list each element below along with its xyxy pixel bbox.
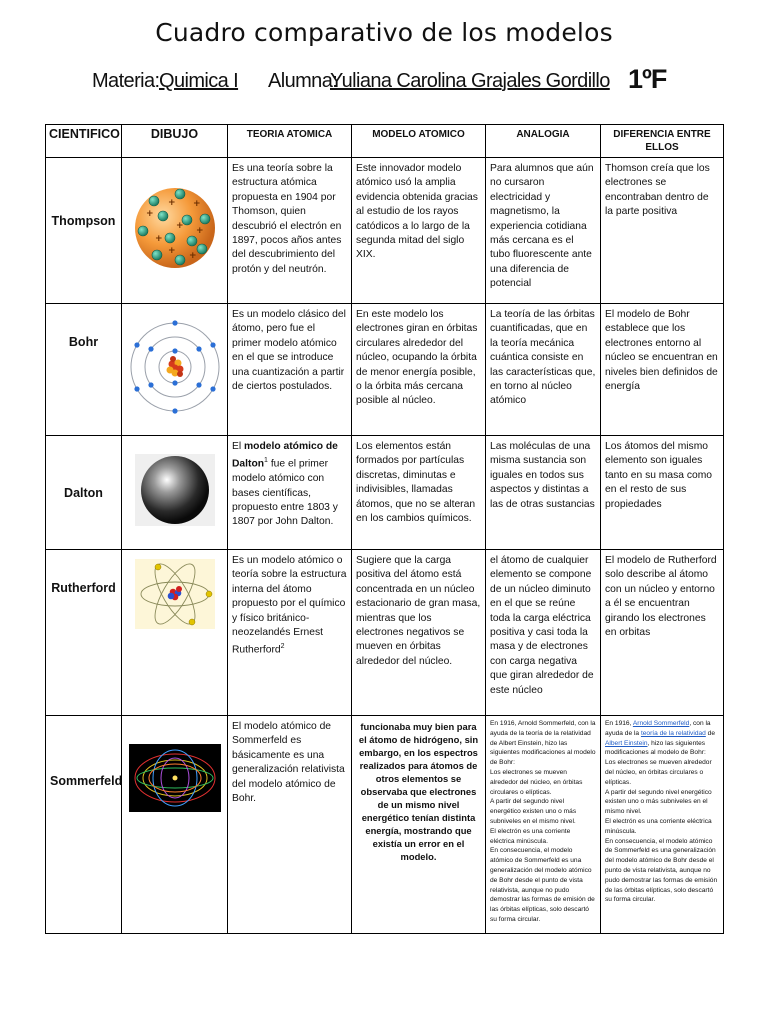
svg-text:+: + [145, 209, 154, 219]
teoria-cell: El modelo atómico de Sommerfeld es básicamente es una generalización relativista del modelo atómico de Bohr. [228, 716, 352, 934]
header-dibujo: DIBUJO [122, 125, 228, 158]
teoria-rest: fue el primer modelo atómico con bases científicas, propuesto entre 1803 y 1807 por John Dalton. [232, 458, 338, 528]
drawing-cell [122, 716, 228, 934]
footnote-ref: 2 [280, 643, 285, 651]
teoria-bold: modelo atómico de Dalton [232, 441, 338, 470]
table-row [46, 304, 724, 436]
page-title: Cuadro comparativo de los modelos [155, 18, 613, 47]
modelo-cell: Este innovador modelo atómico usó la amplia evidencia obtenida gracias al estudio de los rayos catódicos a lo largo de la segunda mitad del siglo XIX. [352, 158, 486, 304]
comparison-table [45, 124, 724, 934]
link-albert-einstein[interactable]: Albert Einstein [605, 739, 648, 747]
link-teoria-relatividad[interactable]: teoría de la relatividad [640, 729, 706, 737]
diferencia-cell [601, 716, 724, 934]
materia-label: Materia: [92, 70, 160, 92]
svg-text:+: + [192, 199, 201, 209]
table-row [46, 158, 724, 304]
modelo-cell: funcionaba muy bien para el átomo de hidrógeno, sin embargo, en los espectros realizados para átomos de otros elementos se observaba que electrones de un mismo nivel energético tenían distinta energía, mostrando que existía un error en el modelo. [352, 716, 486, 934]
header-cientifico: CIENTIFICO [46, 125, 122, 158]
scientist-name: Bohr [68, 334, 99, 349]
alumna-label: Alumna: [268, 70, 338, 92]
analogia-cell: La teoría de las órbitas cuantificadas, que en la teoría mecánica cuántica consiste en las características que, en torno al núcleo atómico [486, 304, 601, 436]
teoria-prefix: El [232, 441, 245, 452]
dif-text-2: , con la ayuda de la [605, 720, 711, 737]
svg-text:+: + [188, 251, 197, 261]
diferencia-cell: El modelo de Bohr establece que los electrones entorno al núcleo se encuentran en niveles bien definidos de energía [601, 304, 724, 436]
table-row [46, 716, 724, 934]
teoria-cell: Es un modelo clásico del átomo, pero fue el primer modelo atómico en el que se introduce una cuantización a partir de ciertos postulados. [228, 304, 352, 436]
header-diferencia: DIFERENCIA ENTRE ELLOS [601, 125, 724, 158]
bohr-atom-icon [127, 319, 223, 415]
svg-text:+: + [154, 234, 163, 244]
header-analogia: ANALOGIA [486, 125, 601, 158]
drawing-cell [122, 158, 228, 304]
scientist-cell [46, 716, 122, 934]
scientist-name: Rutherford [51, 580, 116, 595]
header-teoria: TEORIA ATOMICA [228, 125, 352, 158]
drawing-cell [122, 550, 228, 716]
scientist-name: Thompson [51, 213, 116, 228]
teoria-cell: Es una teoría sobre la estructura atómica propuesta en 1904 por Thomson, quien descubrió el electrón en 1897, pocos años antes del descubrimiento del protón y del neutrón. [228, 158, 352, 304]
svg-text:+: + [167, 198, 176, 208]
modelo-cell: Los elementos están formados por partículas discretas, diminutas e indivisibles, llamadas átomos, que no se alteran en los cambios químicos. [352, 436, 486, 550]
scientist-cell [46, 304, 122, 436]
rutherford-atom-icon [135, 559, 215, 629]
scientist-cell [46, 158, 122, 304]
diferencia-cell: Thomson creía que los electrones se encontraban dentro de la parte positiva [601, 158, 724, 304]
footnote-ref: 1 [264, 457, 268, 465]
alumna-value: Yuliana Carolina Grajales Gordillo [330, 70, 610, 92]
materia-value: Quimica I [159, 70, 239, 92]
sommerfeld-elliptic-orbits-icon [129, 744, 221, 812]
analogia-cell: el átomo de cualquier elemento se compone de un núcleo diminuto en el que se reúne toda la carga eléctrica positiva y casi toda la masa y de electrones con carga negativa que giran alrededor de este núcleo [486, 550, 601, 716]
table-row [46, 550, 724, 716]
table-row [46, 436, 724, 550]
grade: 1ºF [628, 64, 667, 94]
teoria-cell [228, 550, 352, 716]
diferencia-cell: Los átomos del mismo elemento son iguales tanto en su masa como en el resto de sus propiedades [601, 436, 724, 550]
analogia-cell: Las moléculas de una misma sustancia son iguales en todos sus aspectos y distintas a las de otras sustancias [486, 436, 601, 550]
scientist-cell [46, 436, 122, 550]
table-header-row [46, 125, 724, 158]
modelo-cell: En este modelo los electrones giran en órbitas circulares alrededor del núcleo, ocupando la órbita de menor energía posible, o la órbita más cercana posible al núcleo. [352, 304, 486, 436]
dif-text-4: , hizo las siguientes modificaciones al modelo de Bohr: Los electrones se mueven alrededor del núcleo, en órbitas circulares o elípticas. A partir del segundo nivel energético existen uno o más subniveles en el mismo nivel. El electrón es una corriente eléctrica minúscula. En consecuencia, el modelo atómico de Sommerfeld es una generalización del modelo atómico de Bohr desde el punto de vista relativista, aunque no pudo demostrar las formas de emisión de las órbitas elípticas, solo descartó su forma circular. [605, 739, 718, 904]
drawing-cell [122, 304, 228, 436]
dif-text-1: En 1916, [605, 720, 633, 727]
svg-text:+: + [195, 226, 204, 236]
analogia-cell: Para alumnos que aún no cursaron electricidad y magnetismo, la experiencia cotidiana más cercana es el tubo fluorescente ante una diferencia de potencial [486, 158, 601, 304]
link-arnold-sommerfeld[interactable]: Arnold Sommerfeld [632, 720, 690, 727]
teoria-cell [228, 436, 352, 550]
header-modelo: MODELO ATOMICO [352, 125, 486, 158]
header-line [92, 64, 732, 98]
analogia-cell: En 1916, Arnold Sommerfeld, con la ayuda de la teoría de la relatividad de Albert Einstein, hizo las siguientes modificaciones al modelo de Bohr: Los electrones se mueven alrededor del núcleo, en órbitas circulares o elípticas. A partir del segundo nivel energético existen uno o más subniveles en el mismo nivel. El electrón es una corriente eléctrica minúscula. En consecuencia, el modelo atómico de Sommerfeld es una generalización del modelo atómico de Bohr desde el punto de vista relativista, aunque no pudo demostrar las formas de emisión de las órbitas elípticas, solo descartó su forma circular. [486, 716, 601, 934]
plum-pudding-atom-icon [130, 183, 220, 273]
dalton-sphere-icon [135, 450, 215, 530]
svg-text:+: + [167, 246, 176, 256]
diferencia-cell: El modelo de Rutherford solo describe al átomo con un núcleo y entorno a él se encuentran girando los electrones en orbitas [601, 550, 724, 716]
scientist-name: Dalton [64, 485, 103, 500]
dif-text-3: de [705, 729, 715, 737]
teoria-text: Es un modelo atómico o teoría sobre la estructura interna del átomo propuesto por el químico y físico británico-neozelandés Ernest Rutherford [232, 555, 347, 656]
scientist-cell [46, 550, 122, 716]
svg-text:+: + [175, 221, 184, 231]
modelo-cell: Sugiere que la carga positiva del átomo está concentrada en un núcleo estacionario de gran masa, mientras que los electrones negativos se mueven en órbitas alrededor del núcleo. [352, 550, 486, 716]
scientist-name: Sommerfeld [50, 773, 123, 788]
drawing-cell [122, 436, 228, 550]
